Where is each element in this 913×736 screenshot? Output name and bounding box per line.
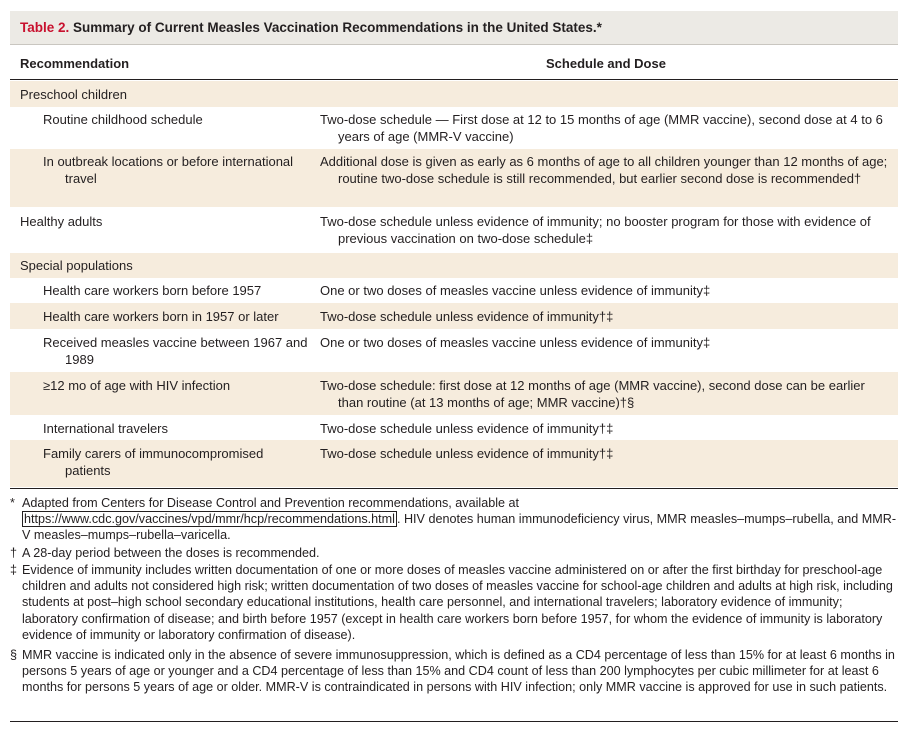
table-row xyxy=(10,303,898,329)
schedule-cell: One or two doses of measles vaccine unless evidence of immunity‡ xyxy=(320,335,711,350)
schedule-cell: Two-dose schedule unless evidence of immunity; no booster program for those with evidence of previous vaccination on two-dose schedule‡ xyxy=(320,214,871,246)
recommendation-cell: ≥12 mo of age with HIV infection xyxy=(43,378,231,393)
footnote-text: MMR vaccine is indicated only in the absence of severe immunosuppression, which is defined as a CD4 percentage of less than 15% for at least 6 months in persons 5 years of age or younger and a CD4 percentage of less than 15% and CD4 count of less than 200 lymphocytes per cubic millimeter for at least 6 months for persons 5 years of age or older. MMR-V is contraindicated in persons with HIV infection; only MMR vaccine is approved for use in such patients. xyxy=(22,648,895,695)
source-link[interactable]: https://www.cdc.gov/vaccines/vpd/mmr/hcp/recommendations.html xyxy=(24,512,395,527)
footnote-text: Evidence of immunity includes written documentation of one or more doses of measles vaccine administered on or after the first birthday for preschool-age children and adults not considered high risk; written documentation of two doses of measles vaccine for school-age children and adults at high risk, including students at post–high school secondary educational institutions, health care personnel, and international travelers; laboratory evidence of immunity; laboratory confirmation of disease; and birth before 1957 (except in health care workers born before 1957, for whom the evidence of immunity is laboratory evidence of immunity or laboratory confirmation of disease). xyxy=(22,563,893,642)
footnote-mark: † xyxy=(10,546,18,560)
recommendation-cell: Preschool children xyxy=(20,87,127,102)
schedule-cell: One or two doses of measles vaccine unless evidence of immunity‡ xyxy=(320,283,711,298)
table-row xyxy=(10,372,898,415)
table-row xyxy=(10,329,898,372)
recommendation-cell: International travelers xyxy=(43,421,169,436)
column-header-recommendation: Recommendation xyxy=(20,56,130,71)
footnote-mark: * xyxy=(10,496,15,510)
recommendation-cell: In outbreak locations or before international travel xyxy=(43,154,294,186)
recommendation-cell: Special populations xyxy=(20,258,133,273)
footnote-mark: § xyxy=(10,648,18,662)
footnote-dagger xyxy=(10,545,898,561)
footnote-section xyxy=(10,647,898,696)
footnote-double-dagger xyxy=(10,562,898,643)
footnote-text: A 28-day period between the doses is recommended. xyxy=(22,546,320,560)
table-bottom-rule xyxy=(10,488,898,489)
table-title: Summary of Current Measles Vaccination Recommendations in the United States.* xyxy=(73,20,602,35)
table-row xyxy=(10,415,898,440)
table-row xyxy=(10,253,898,278)
schedule-cell: Two-dose schedule: first dose at 12 months of age (MMR vaccine), second dose can be earlier than routine (at 13 months of age; MMR vaccine)†§ xyxy=(320,378,865,410)
column-header-schedule: Schedule and Dose xyxy=(546,56,666,71)
header-rule xyxy=(10,79,898,80)
footnote-star xyxy=(10,495,898,544)
footnote-text: . HIV denotes human immunodeficiency virus, MMR measles–mumps–rubella, and MMR-V measles–mumps–rubella–varicella. xyxy=(22,512,897,543)
table-row xyxy=(10,107,898,149)
table-title-bar xyxy=(10,11,898,45)
table-row xyxy=(10,81,898,107)
recommendation-cell: Health care workers born before 1957 xyxy=(43,283,262,298)
table-row xyxy=(10,207,898,253)
table-row xyxy=(10,440,898,487)
schedule-cell: Additional dose is given as early as 6 months of age to all children younger than 12 months of age; routine two-dose schedule is still recommended, but earlier second dose is recommended† xyxy=(320,154,888,186)
table-row xyxy=(10,149,898,207)
recommendation-cell: Routine childhood schedule xyxy=(43,112,203,127)
schedule-cell: Two-dose schedule — First dose at 12 to 15 months of age (MMR vaccine), second dose at 4 to 6 years of age (MMR-V vaccine) xyxy=(320,112,883,144)
schedule-cell: Two-dose schedule unless evidence of immunity†‡ xyxy=(320,446,614,461)
recommendation-cell: Family carers of immunocompromised patients xyxy=(43,446,264,478)
end-rule xyxy=(10,721,898,722)
table-row xyxy=(10,278,898,303)
footnote-mark: ‡ xyxy=(10,563,18,577)
table-number: Table 2. xyxy=(20,20,70,35)
recommendation-cell: Health care workers born in 1957 or later xyxy=(43,309,279,324)
recommendation-cell: Healthy adults xyxy=(20,214,103,229)
schedule-cell: Two-dose schedule unless evidence of immunity†‡ xyxy=(320,421,614,436)
footnote-text: Adapted from Centers for Disease Control and Prevention recommendations, available at xyxy=(22,496,520,510)
schedule-cell: Two-dose schedule unless evidence of immunity†‡ xyxy=(320,309,614,324)
recommendation-cell: Received measles vaccine between 1967 and 1989 xyxy=(43,335,308,367)
